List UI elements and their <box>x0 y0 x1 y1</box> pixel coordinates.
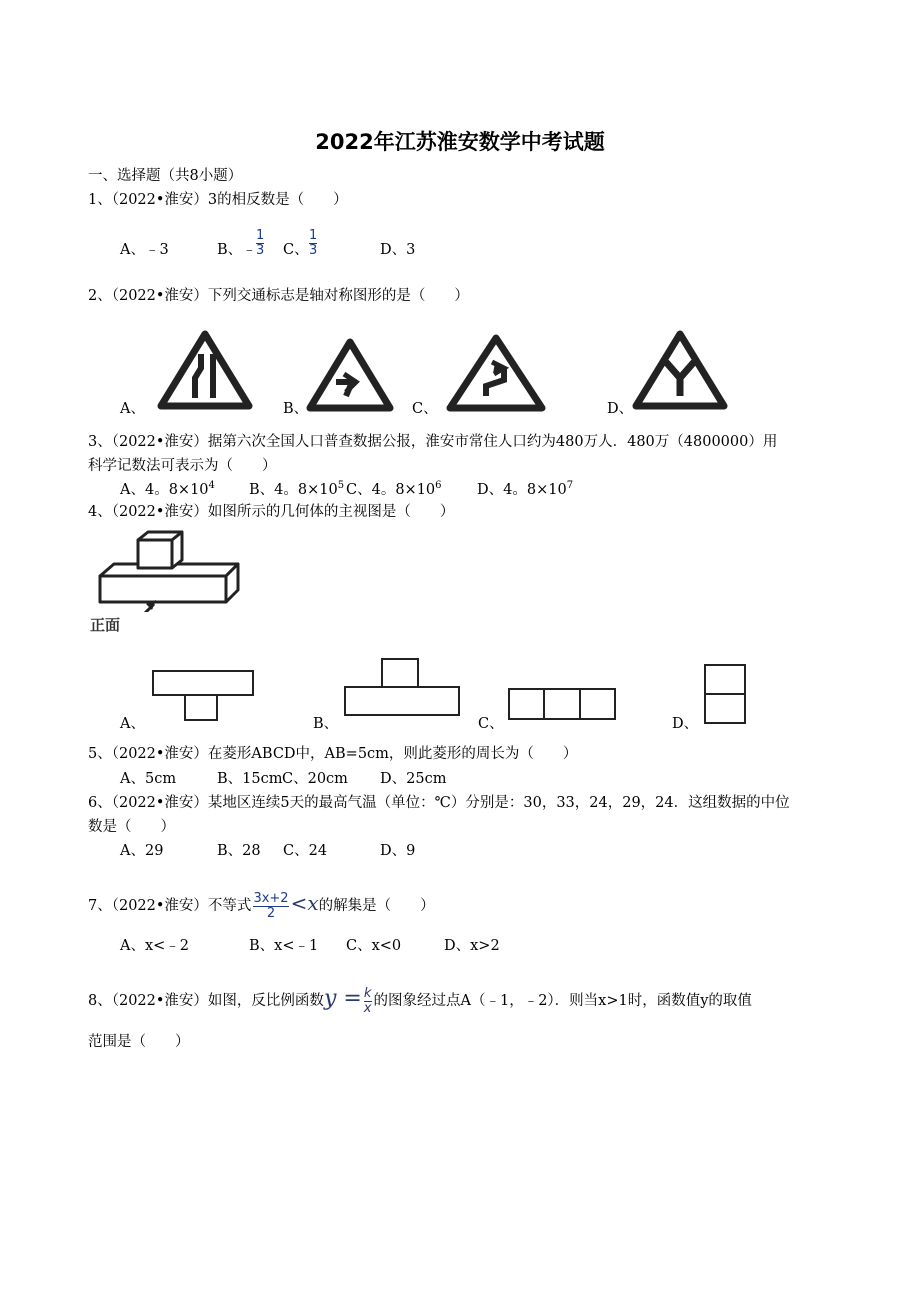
question-3-stem-line2: 科学记数法可表示为（ ） <box>88 458 277 474</box>
q7-option-d: D、x>2 <box>444 938 500 954</box>
fraction-numerator: k <box>363 985 372 1001</box>
question-2-stem: 2、（2022•淮安）下列交通标志是轴对称图形的是（ ） <box>88 288 469 304</box>
q1-option-c: C、 <box>283 242 309 258</box>
fraction-numerator: 1 <box>309 228 318 243</box>
fraction-numerator: 3x+2 <box>253 890 289 906</box>
q7-stem-prefix: 7、（2022•淮安）不等式 <box>88 898 252 914</box>
q3-option-a-exponent: 4 <box>208 480 215 492</box>
q3-option-b-exponent: 5 <box>337 480 345 492</box>
q1-option-b-fraction <box>256 229 264 258</box>
section-heading: 一、选择题（共8小题） <box>88 168 243 184</box>
q5-option-a: A、5cm <box>120 771 177 787</box>
q4-option-d-view <box>702 662 748 726</box>
q3-option-b-text: B、4。8×10 <box>249 482 338 498</box>
fraction-denominator: 3 <box>309 243 318 258</box>
q7-stem-suffix: 的解集是（ ） <box>318 898 435 914</box>
q4-option-a-view <box>150 668 256 724</box>
fraction-denominator: x <box>363 1000 372 1016</box>
q4-option-b: B、 <box>313 716 339 732</box>
q3-option-b <box>249 478 344 499</box>
winding-road-sign-icon <box>446 334 546 412</box>
question-6-stem-line2: 数是（ ） <box>88 819 175 835</box>
q3-option-c-text: C、4。8×10 <box>346 482 436 498</box>
q3-option-d-exponent: 7 <box>566 480 574 492</box>
3d-solid-figure <box>88 528 248 612</box>
q1-option-b: B、﹣ <box>217 242 257 258</box>
q4-option-c-view <box>506 686 618 722</box>
fraction-denominator: 3 <box>256 243 265 258</box>
q4-option-a: A、 <box>120 716 145 732</box>
question-6-stem-line1: 6、（2022•淮安）某地区连续5天的最高气温（单位：℃）分别是：30，33，24，29，24．这组数据的中位 <box>88 795 790 811</box>
q3-option-d-text: D、4。8×10 <box>477 482 567 498</box>
q4-option-c: C、 <box>478 716 504 732</box>
question-3-stem-line1: 3、（2022•淮安）据第六次全国人口普查数据公报，淮安市常住人口约为480万人．480万（4800000）用 <box>88 434 778 450</box>
q5-option-d: D、25cm <box>380 771 447 787</box>
page-title: 2022年江苏淮安数学中考试题 <box>315 130 605 154</box>
q8-fraction <box>364 987 372 1016</box>
q6-option-d: D、9 <box>380 843 416 859</box>
q5-option-b: B、15cm <box>217 771 283 787</box>
q8-stem-suffix: 的图象经过点A（﹣1，﹣2）．则当x>1时，函数值y的取值 <box>373 993 752 1009</box>
question-4-stem: 4、（2022•淮安）如图所示的几何体的主视图是（ ） <box>88 504 455 520</box>
fraction-numerator: 1 <box>256 228 265 243</box>
q2-option-c: C、 <box>412 401 438 417</box>
q8-stem-prefix: 8、（2022•淮安）如图，反比例函数 <box>88 993 324 1009</box>
q6-option-c: C、24 <box>283 843 328 859</box>
question-7-stem <box>88 891 435 921</box>
q1-option-a: A、﹣3 <box>120 242 169 258</box>
q7-fraction <box>253 892 288 921</box>
q2-option-a: A、 <box>120 401 145 417</box>
q3-option-a-text: A、4。8×10 <box>120 482 209 498</box>
q3-option-a <box>120 478 215 499</box>
q1-option-d: D、3 <box>380 242 416 258</box>
y-intersection-sign-icon <box>632 330 728 410</box>
question-8-stem-line2: 范围是（ ） <box>88 1034 190 1050</box>
q6-option-b: B、28 <box>217 843 261 859</box>
question-1-stem: 1、（2022•淮安）3的相反数是（ ） <box>88 192 348 208</box>
q4-option-d: D、 <box>672 716 699 732</box>
question-8-stem-line1 <box>88 986 752 1016</box>
q8-function-lhs: y = <box>323 986 362 1011</box>
fraction-denominator: 2 <box>253 906 288 921</box>
turn-sign-icon <box>306 338 394 412</box>
q7-option-c: C、x<0 <box>346 938 402 954</box>
q7-option-a: A、x<﹣2 <box>120 938 190 954</box>
front-view-label: 正面 <box>90 616 121 634</box>
q2-option-d: D、 <box>607 401 634 417</box>
q7-relation: <x <box>290 891 319 915</box>
q3-option-c-exponent: 6 <box>435 480 442 492</box>
q3-option-c <box>346 478 442 499</box>
q4-option-b-view <box>342 656 462 718</box>
road-narrows-sign-icon <box>157 330 253 410</box>
q3-option-d <box>477 478 573 499</box>
q6-option-a: A、29 <box>120 843 164 859</box>
q5-option-c: C、20cm <box>282 771 348 787</box>
q7-option-b: B、x<﹣1 <box>249 938 319 954</box>
q1-option-c-fraction <box>309 229 317 258</box>
q2-option-b: B、 <box>283 401 309 417</box>
question-5-stem: 5、（2022•淮安）在菱形ABCD中，AB=5cm，则此菱形的周长为（ ） <box>88 746 578 762</box>
